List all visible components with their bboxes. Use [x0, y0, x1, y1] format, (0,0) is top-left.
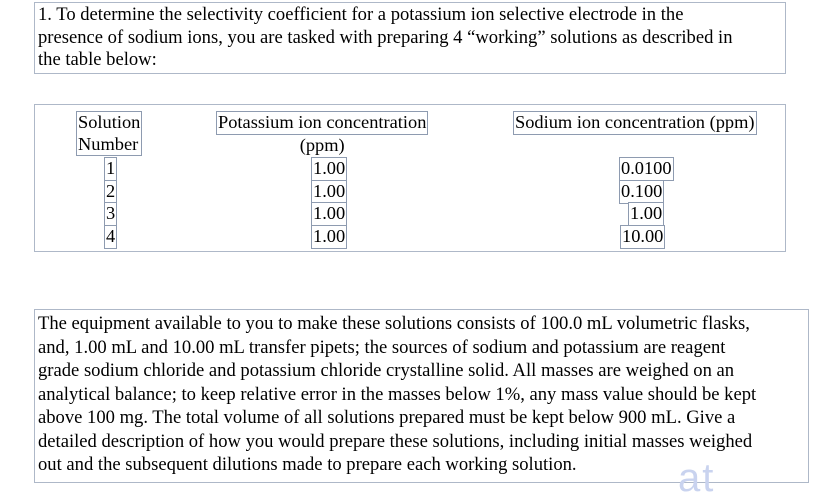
intro-line-3: the table below: — [38, 49, 157, 70]
instructions-line-6: detailed description of how you would prepare these solutions, including initial masses weighed — [38, 430, 753, 452]
row-1-sodium: 0.0100 — [619, 157, 674, 181]
header-potassium-line-1: Potassium ion concentration — [216, 111, 428, 135]
header-sodium: Sodium ion concentration (ppm) — [513, 111, 757, 135]
header-solution-number — [76, 111, 142, 156]
row-1-number: 1 — [104, 157, 117, 181]
solutions-table — [34, 104, 786, 252]
instructions-line-1: The equipment available to you to make these solutions consists of 100.0 mL volumetric flasks, — [38, 313, 750, 334]
header-solution-number-line-2: Number — [78, 133, 139, 154]
instructions-line-3: grade sodium chloride and potassium chloride crystalline solid. All masses are weighed on an — [38, 360, 735, 381]
row-3-sodium: 1.00 — [628, 202, 664, 226]
question-intro — [34, 2, 786, 74]
row-4-potassium: 1.00 — [311, 225, 347, 249]
header-potassium — [216, 111, 428, 156]
header-potassium-line-2: (ppm) — [299, 134, 345, 155]
instructions-line-5: above 100 mg. The total volume of all solutions prepared must be kept below 900 mL. Give a — [38, 407, 736, 428]
row-3-potassium: 1.00 — [311, 202, 347, 226]
watermark: at — [678, 456, 716, 500]
row-4-number: 4 — [104, 225, 117, 249]
instructions-line-4: analytical balance; to keep relative error in the masses below 1%, any mass value should be kept — [38, 383, 757, 405]
intro-line-2: presence of sodium ions, you are tasked with preparing 4 “working” solutions as described in — [38, 26, 733, 48]
row-1-potassium: 1.00 — [311, 157, 347, 181]
row-4-sodium: 10.00 — [620, 225, 665, 249]
instructions-line-7: out and the subsequent dilutions made to prepare each working solution. — [38, 454, 577, 475]
instructions-line-2: and, 1.00 mL and 10.00 mL transfer pipets; the sources of sodium and potassium are reagent — [38, 336, 726, 358]
row-2-potassium: 1.00 — [311, 180, 347, 204]
row-2-number: 2 — [104, 180, 117, 204]
row-2-sodium: 0.100 — [619, 180, 664, 204]
row-3-number: 3 — [104, 202, 117, 226]
header-solution-number-line-1: Solution — [78, 112, 141, 132]
intro-line-1: 1. To determine the selectivity coefficient for a potassium ion selective electrode in the — [38, 4, 684, 25]
